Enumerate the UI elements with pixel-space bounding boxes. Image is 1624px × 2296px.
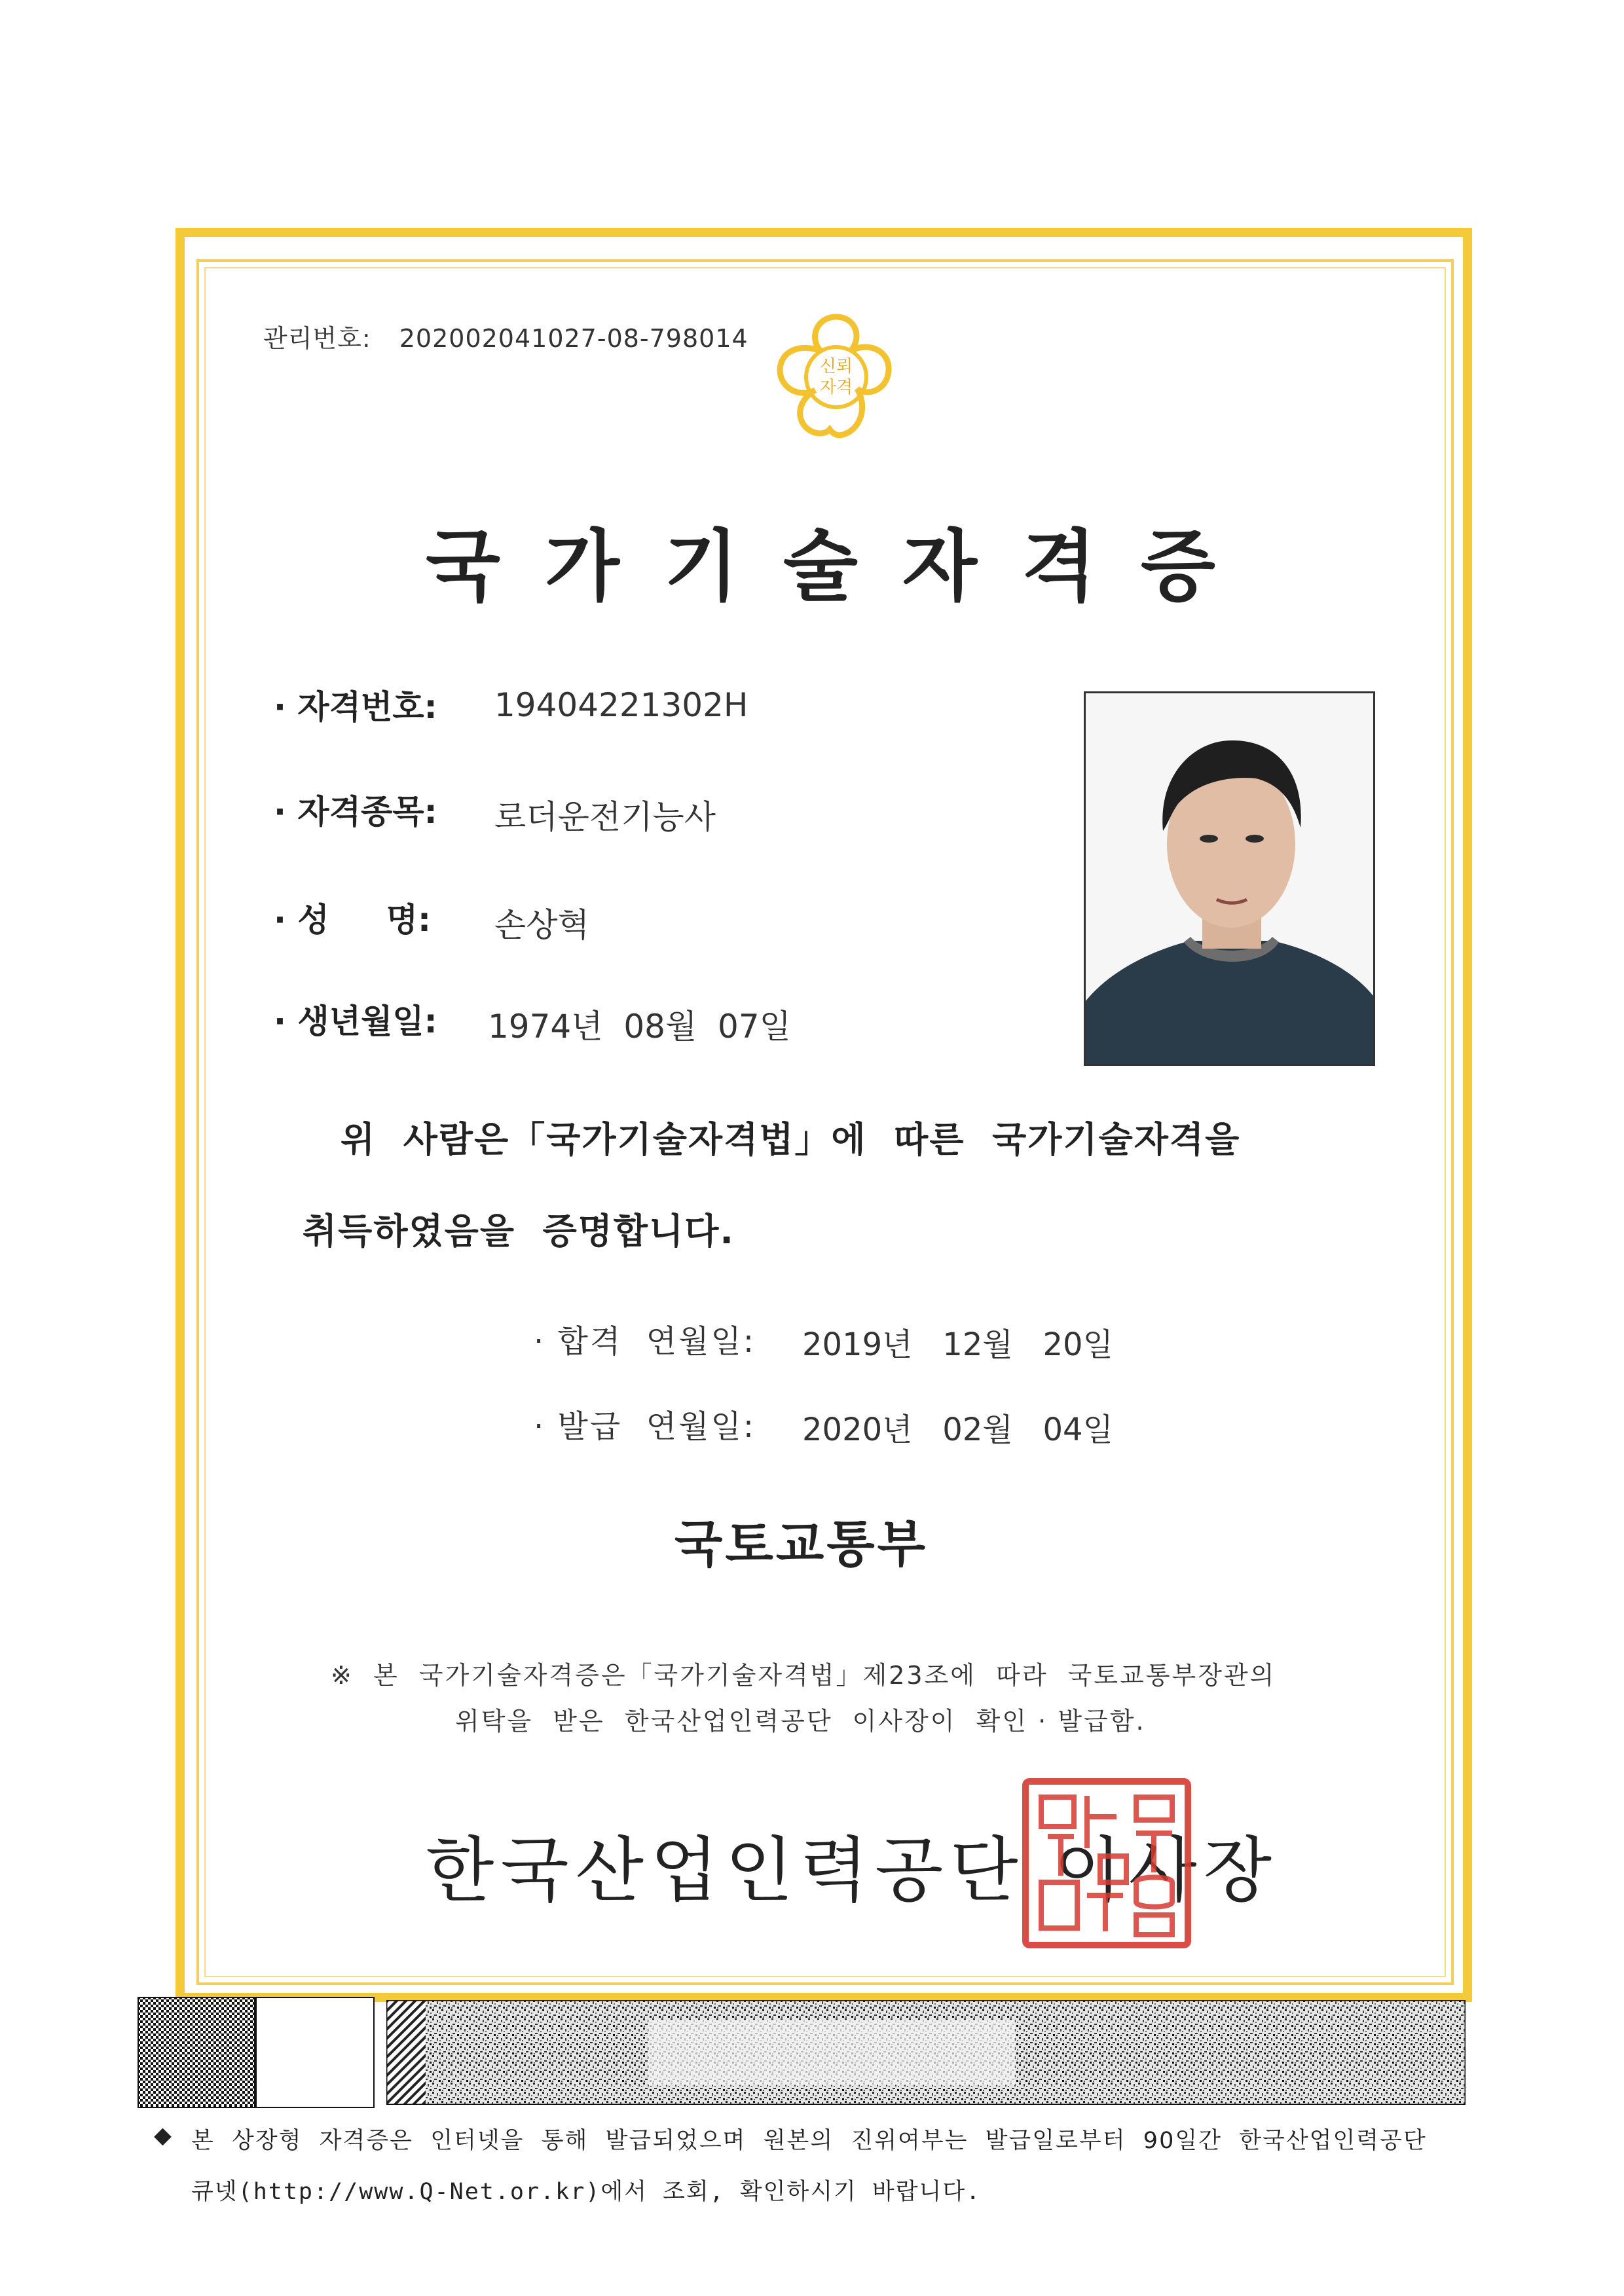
issue-date-value: 2020년 02월 04일	[802, 1412, 1113, 1448]
field-value-qualification-number: 19404221302H	[494, 686, 748, 724]
field-label-name: · 성 명:	[274, 901, 432, 939]
footer-bullet-icon: ◆	[154, 2123, 173, 2149]
footer-line1: 본 상장형 자격증은 인터넷을 통해 발급되었으며 원본의 진위여부는 발급일로부터 90일간 한국산업인력공단	[191, 2128, 1427, 2154]
holder-photo	[1084, 691, 1375, 1066]
barcode-block-right	[386, 2000, 1466, 2105]
field-label-birth-date: · 생년월일:	[274, 1002, 437, 1040]
ministry-name: 국토교통부	[674, 1515, 929, 1573]
management-number	[263, 318, 748, 354]
pass-date-value: 2019년 12월 20일	[802, 1326, 1113, 1363]
field-value-qualification-type: 로더운전기능사	[494, 798, 716, 836]
field-label-qualification-number: · 자격번호:	[274, 688, 437, 726]
management-number-value: 202002041027-08-798014	[399, 324, 748, 353]
management-number-label: 관리번호:	[263, 324, 371, 353]
certification-text-line1: 위 사람은「국가기술자격법」에 따른 국가기술자격을	[341, 1119, 1241, 1160]
legal-note-line1: ※ 본 국가기술자격증은「국가기술자격법」제23조에 따라 국토교통부장관의	[331, 1661, 1276, 1690]
field-value-birth-date: 1974년 08월 07일	[488, 1008, 791, 1046]
pass-date-label: · 합격 연월일:	[534, 1323, 756, 1360]
barcode-block-left	[138, 1997, 375, 2108]
field-label-qualification-type: · 자격종목:	[274, 793, 437, 831]
emblem-text-top: 신뢰	[819, 357, 853, 376]
official-seal-stamp-icon	[1022, 1777, 1192, 1949]
certification-text-line2: 취득하였음을 증명합니다.	[303, 1211, 735, 1252]
legal-note-line2: 위탁을 받은 한국산업인력공단 이사장이 확인 · 발급함.	[455, 1707, 1146, 1736]
emblem-text-bottom: 자격	[819, 378, 853, 397]
footer-line2: 큐넷(http://www.Q-Net.or.kr)에서 조회, 확인하시기 바랍니다.	[191, 2179, 982, 2205]
person-portrait-icon	[1086, 693, 1375, 1066]
issuer-title: 한국산업인력공단 이사장	[426, 1830, 1278, 1912]
korean-government-emblem-icon	[754, 293, 918, 457]
certificate-title: 국가기술자격증	[426, 521, 1260, 611]
issue-date-label: · 발급 연월일:	[534, 1408, 756, 1445]
field-value-name: 손상혁	[494, 906, 589, 944]
